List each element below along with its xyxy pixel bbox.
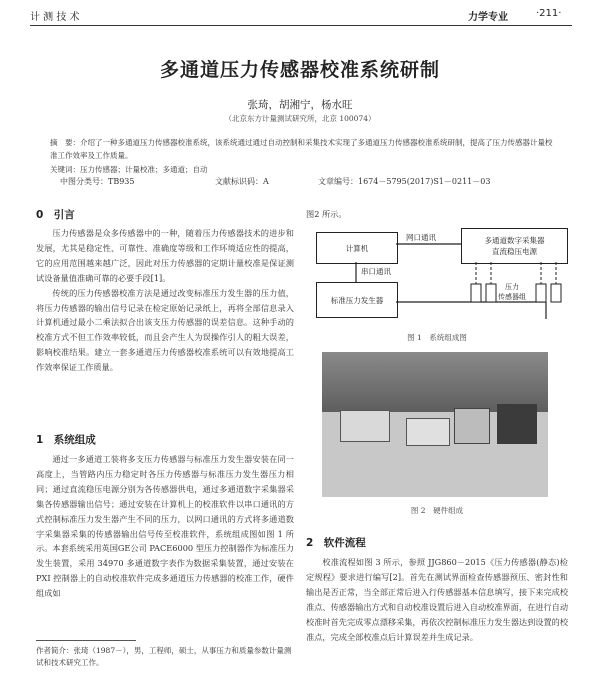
software-body [306, 555, 568, 644]
sensor-block-2 [486, 284, 496, 302]
abstract: 摘 要：介绍了一种多通道压力传感器校准系统，该系统通过通过自动控制和采集技术实现了多通道压力传感器校准系统研制，提高了压力传感器计量校准工作效率及工作质量。 [50, 138, 553, 160]
paper-authors: 张琦，胡湘宁，杨水旺 [247, 99, 353, 111]
computer-box: 计算机 [316, 232, 398, 264]
section-heading-intro: 0 引言 [36, 209, 75, 221]
figure-2-caption: 图 2 硬件组成 [410, 506, 464, 515]
keywords: 关键词：压力传感器；计量校准；多通道；自动 [50, 165, 208, 174]
daq-box: 多通道数字采集器 直流稳压电源 [461, 228, 568, 264]
intro-body [36, 226, 294, 375]
figure-reference-text: 图2 所示。 [306, 209, 347, 219]
running-header-section: 力学专业 [468, 12, 508, 23]
section-heading-composition: 1 系统组成 [36, 434, 96, 446]
network-label: 网口通讯 [406, 233, 436, 242]
computer-unit-icon [340, 410, 390, 442]
sensor-group-label: 压力 传感器组 [498, 283, 526, 301]
intro-paragraph-1: 压力传感器是众多传感器中的一种，随着压力传感器技术的进步和发展，尤其是稳定性、可靠性、准确度等级和工作环境适应性的提高，它的应用范围越来越广泛，因此对压力传感器的定期计量校准是保证测试设备量值准确可靠的必要手段[1]。 [36, 228, 294, 283]
figure-1-caption: 图 1 系统组成图 [407, 333, 467, 342]
intro-paragraph-2: 传统的压力传感器校准方法是通过改变标准压力发生器的压力值，将压力传感器的输出信号记录在检定原始记录纸上，再将全部信息录入计算机通过最小二乘法拟合出该支压力传感器的误差信息。这种手动的校准方式不但工作效率较低，而且会产生人为误操作引人的粗大误差，影响校准结果。建立一套多通道压力传感器校准系统可以有效地提高工作效率保证工作质量。 [36, 287, 294, 373]
running-header-left: 计 测 技 术 [30, 12, 80, 23]
section-heading-software: 2 软件流程 [306, 537, 366, 549]
pressure-generator-box: 标准压力发生器 [316, 282, 398, 318]
author-footnote: 作者简介：张琦（1987－），男，工程师，硕士，从事压力和质量参数计量测试和技术研究工作。 [36, 646, 292, 667]
paper-title: 多通道压力传感器校准系统研制 [159, 59, 440, 81]
composition-paragraph-1: 通过一多通道工装将多支压力传感器与标准压力发生器安装在同一高度上，当管路内压力稳定时各压力传感器与标准压力发生器压力相同；通过直流稳压电源分别为各传感器供电，通过多通道数字采集器采集各传感器输出信号；通过安装在计算机上的校准软件以串口通讯的方式控制标准压力发生器产生不同的压力，以网口通讯的方式将多通道数字采集器采集的传感器输出信号传至校准软件，系统组成图如图 1 所示。本套系统采用英国GE公司 PACE6000 型压力控制器作为标准压力发生装置，采用 34970 多通道数字表作为数据采集装置，通过安装在 PXI 控制器上的自动校准软件完成多通道压力传感器的校准工作，硬件组成如 [36, 454, 294, 599]
page-number: ·211· [536, 8, 562, 19]
footnote-rule [36, 640, 136, 641]
clc-number: 中图分类号：TB935 [60, 177, 135, 186]
sensor-block-4 [551, 284, 561, 302]
document-code: 文献标识码：A [215, 177, 269, 186]
paper-affiliation: （北京东方计量测试研究所，北京 100074） [224, 114, 376, 123]
figure-1-diagram [306, 224, 568, 324]
software-paragraph-1: 校准流程如图 3 所示，参照 JJG860－2015《压力传感器(静态)检定规程》要求进行编写[2]。首先在测试界面检查传感器预压、密封性和输出是否正常，当全部正常后进入行传感器基本信息填写，接下来完成校准点、传感器输出方式和自动校准设置后进入自动校准界面，在进行自动校准时首先完成零点漂移采集，再依次控制标准压力发生器达到设置的校准点，完成全部校准点后计算误差并生成记录。 [306, 557, 569, 642]
diagram-connectors [306, 224, 568, 324]
serial-label: 串口通讯 [361, 267, 391, 276]
composition-body [36, 452, 294, 601]
sensor-manifold-icon [497, 404, 537, 444]
pressure-controller-icon [454, 408, 490, 444]
sensor-block-1 [471, 284, 481, 302]
header-rule [30, 25, 572, 26]
hardware-photo [322, 352, 548, 497]
daq-unit-icon [406, 418, 450, 446]
sensor-block-3 [536, 284, 546, 302]
article-number: 文章编号：1674－5795(2017)S1－0211－03 [318, 177, 491, 186]
